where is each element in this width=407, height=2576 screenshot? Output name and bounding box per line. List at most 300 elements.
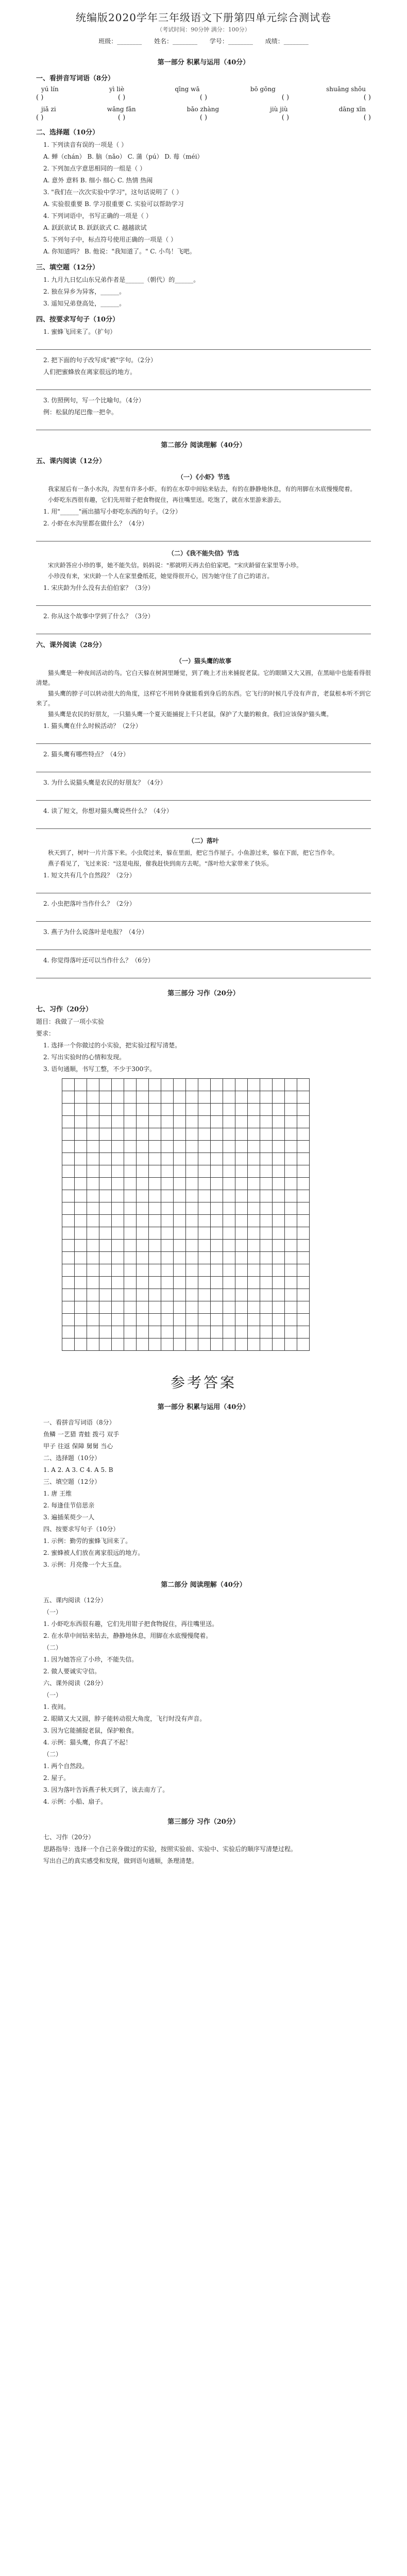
grid-cell[interactable] <box>75 1079 87 1091</box>
grid-cell[interactable] <box>223 1240 235 1252</box>
grid-cell[interactable] <box>198 1277 211 1289</box>
grid-cell[interactable] <box>161 1314 174 1326</box>
grid-cell[interactable] <box>285 1289 297 1301</box>
grid-cell[interactable] <box>99 1202 112 1215</box>
grid-cell[interactable] <box>297 1178 310 1190</box>
grid-cell[interactable] <box>149 1326 161 1338</box>
grid-cell[interactable] <box>124 1190 137 1202</box>
grid-cell[interactable] <box>124 1165 137 1178</box>
name-field[interactable]: 姓名：________ <box>154 38 198 45</box>
grid-cell[interactable] <box>112 1277 124 1289</box>
grid-cell[interactable] <box>137 1301 149 1314</box>
grid-cell[interactable] <box>285 1227 297 1240</box>
grid-cell[interactable] <box>137 1104 149 1116</box>
grid-cell[interactable] <box>62 1252 75 1264</box>
grid-cell[interactable] <box>137 1264 149 1277</box>
grid-cell[interactable] <box>223 1116 235 1128</box>
answer-bracket[interactable]: ( ) <box>363 94 371 101</box>
grid-cell[interactable] <box>223 1153 235 1165</box>
grid-cell[interactable] <box>62 1116 75 1128</box>
grid-cell[interactable] <box>211 1141 223 1153</box>
grid-cell[interactable] <box>248 1252 260 1264</box>
grid-cell[interactable] <box>198 1227 211 1240</box>
grid-cell[interactable] <box>137 1240 149 1252</box>
grid-cell[interactable] <box>137 1314 149 1326</box>
grid-cell[interactable] <box>137 1338 149 1351</box>
grid-cell[interactable] <box>223 1338 235 1351</box>
grid-cell[interactable] <box>62 1301 75 1314</box>
grid-cell[interactable] <box>124 1091 137 1104</box>
grid-cell[interactable] <box>273 1215 285 1227</box>
grid-cell[interactable] <box>87 1091 99 1104</box>
grid-cell[interactable] <box>62 1202 75 1215</box>
grid-cell[interactable] <box>149 1178 161 1190</box>
grid-cell[interactable] <box>62 1128 75 1141</box>
grid-cell[interactable] <box>297 1314 310 1326</box>
grid-cell[interactable] <box>260 1326 273 1338</box>
grid-cell[interactable] <box>248 1116 260 1128</box>
grid-cell[interactable] <box>124 1301 137 1314</box>
answer-line[interactable] <box>36 733 371 744</box>
answer-line[interactable] <box>36 623 371 634</box>
grid-cell[interactable] <box>248 1314 260 1326</box>
grid-cell[interactable] <box>260 1079 273 1091</box>
grid-cell[interactable] <box>285 1141 297 1153</box>
grid-cell[interactable] <box>161 1227 174 1240</box>
grid-cell[interactable] <box>62 1314 75 1326</box>
grid-cell[interactable] <box>149 1301 161 1314</box>
grid-cell[interactable] <box>235 1190 248 1202</box>
grid-cell[interactable] <box>75 1252 87 1264</box>
grid-cell[interactable] <box>174 1227 186 1240</box>
grid-cell[interactable] <box>297 1264 310 1277</box>
grid-cell[interactable] <box>161 1178 174 1190</box>
grid-cell[interactable] <box>174 1326 186 1338</box>
writing-grid[interactable] <box>62 1078 310 1351</box>
grid-cell[interactable] <box>137 1289 149 1301</box>
grid-cell[interactable] <box>248 1227 260 1240</box>
grid-cell[interactable] <box>260 1314 273 1326</box>
grid-cell[interactable] <box>161 1215 174 1227</box>
grid-cell[interactable] <box>285 1314 297 1326</box>
grid-cell[interactable] <box>124 1289 137 1301</box>
grid-cell[interactable] <box>198 1079 211 1091</box>
grid-cell[interactable] <box>149 1104 161 1116</box>
grid-cell[interactable] <box>99 1091 112 1104</box>
grid-cell[interactable] <box>112 1104 124 1116</box>
grid-cell[interactable] <box>87 1128 99 1141</box>
answer-bracket[interactable]: ( ) <box>281 114 290 122</box>
grid-cell[interactable] <box>285 1153 297 1165</box>
grid-cell[interactable] <box>198 1104 211 1116</box>
grid-cell[interactable] <box>211 1289 223 1301</box>
grid-cell[interactable] <box>260 1215 273 1227</box>
essay-grid[interactable] <box>62 1078 371 1351</box>
grid-cell[interactable] <box>75 1326 87 1338</box>
grid-cell[interactable] <box>223 1326 235 1338</box>
grid-cell[interactable] <box>124 1252 137 1264</box>
grid-cell[interactable] <box>248 1190 260 1202</box>
grid-cell[interactable] <box>87 1104 99 1116</box>
grid-cell[interactable] <box>198 1252 211 1264</box>
grid-cell[interactable] <box>273 1141 285 1153</box>
grid-cell[interactable] <box>198 1091 211 1104</box>
grid-cell[interactable] <box>99 1326 112 1338</box>
grid-cell[interactable] <box>297 1165 310 1178</box>
grid-cell[interactable] <box>137 1215 149 1227</box>
grid-cell[interactable] <box>174 1141 186 1153</box>
grid-cell[interactable] <box>248 1153 260 1165</box>
grid-cell[interactable] <box>174 1277 186 1289</box>
grid-cell[interactable] <box>211 1165 223 1178</box>
grid-cell[interactable] <box>75 1104 87 1116</box>
grid-cell[interactable] <box>223 1091 235 1104</box>
grid-cell[interactable] <box>211 1091 223 1104</box>
grid-cell[interactable] <box>223 1079 235 1091</box>
grid-cell[interactable] <box>235 1326 248 1338</box>
grid-cell[interactable] <box>112 1215 124 1227</box>
grid-cell[interactable] <box>149 1165 161 1178</box>
grid-cell[interactable] <box>211 1190 223 1202</box>
grid-cell[interactable] <box>62 1104 75 1116</box>
grid-cell[interactable] <box>137 1079 149 1091</box>
grid-cell[interactable] <box>174 1153 186 1165</box>
score-field[interactable]: 成绩：________ <box>265 38 309 45</box>
grid-cell[interactable] <box>112 1202 124 1215</box>
grid-cell[interactable] <box>285 1215 297 1227</box>
grid-cell[interactable] <box>223 1277 235 1289</box>
grid-cell[interactable] <box>223 1141 235 1153</box>
grid-cell[interactable] <box>75 1240 87 1252</box>
grid-cell[interactable] <box>273 1165 285 1178</box>
grid-cell[interactable] <box>99 1116 112 1128</box>
grid-cell[interactable] <box>149 1289 161 1301</box>
grid-cell[interactable] <box>211 1153 223 1165</box>
grid-cell[interactable] <box>112 1116 124 1128</box>
grid-cell[interactable] <box>260 1190 273 1202</box>
grid-cell[interactable] <box>186 1326 198 1338</box>
grid-cell[interactable] <box>186 1165 198 1178</box>
answer-line[interactable] <box>36 883 371 893</box>
grid-cell[interactable] <box>198 1301 211 1314</box>
grid-cell[interactable] <box>235 1240 248 1252</box>
grid-cell[interactable] <box>198 1116 211 1128</box>
grid-cell[interactable] <box>285 1240 297 1252</box>
grid-cell[interactable] <box>137 1277 149 1289</box>
grid-cell[interactable] <box>149 1314 161 1326</box>
grid-cell[interactable] <box>87 1240 99 1252</box>
grid-cell[interactable] <box>112 1264 124 1277</box>
grid-cell[interactable] <box>235 1277 248 1289</box>
grid-cell[interactable] <box>124 1227 137 1240</box>
grid-cell[interactable] <box>273 1227 285 1240</box>
grid-cell[interactable] <box>198 1128 211 1141</box>
grid-cell[interactable] <box>75 1227 87 1240</box>
grid-cell[interactable] <box>297 1301 310 1314</box>
grid-cell[interactable] <box>186 1289 198 1301</box>
grid-cell[interactable] <box>297 1252 310 1264</box>
grid-cell[interactable] <box>112 1141 124 1153</box>
grid-cell[interactable] <box>137 1165 149 1178</box>
grid-cell[interactable] <box>99 1240 112 1252</box>
grid-cell[interactable] <box>62 1190 75 1202</box>
grid-cell[interactable] <box>297 1240 310 1252</box>
grid-cell[interactable] <box>211 1227 223 1240</box>
grid-cell[interactable] <box>273 1338 285 1351</box>
grid-cell[interactable] <box>149 1141 161 1153</box>
answer-line[interactable] <box>36 911 371 922</box>
grid-cell[interactable] <box>137 1178 149 1190</box>
grid-cell[interactable] <box>99 1289 112 1301</box>
grid-cell[interactable] <box>273 1314 285 1326</box>
answer-line[interactable] <box>36 968 371 978</box>
grid-cell[interactable] <box>87 1227 99 1240</box>
grid-cell[interactable] <box>211 1202 223 1215</box>
answer-bracket[interactable]: ( ) <box>199 94 208 101</box>
grid-cell[interactable] <box>99 1178 112 1190</box>
grid-cell[interactable] <box>149 1116 161 1128</box>
grid-cell[interactable] <box>186 1252 198 1264</box>
grid-cell[interactable] <box>99 1190 112 1202</box>
grid-cell[interactable] <box>248 1091 260 1104</box>
grid-cell[interactable] <box>235 1091 248 1104</box>
grid-cell[interactable] <box>87 1326 99 1338</box>
grid-cell[interactable] <box>285 1264 297 1277</box>
grid-cell[interactable] <box>124 1079 137 1091</box>
grid-cell[interactable] <box>186 1178 198 1190</box>
grid-cell[interactable] <box>297 1104 310 1116</box>
grid-cell[interactable] <box>260 1277 273 1289</box>
answer-line[interactable] <box>36 419 371 430</box>
grid-cell[interactable] <box>198 1178 211 1190</box>
grid-cell[interactable] <box>235 1289 248 1301</box>
grid-cell[interactable] <box>297 1277 310 1289</box>
grid-cell[interactable] <box>198 1141 211 1153</box>
grid-cell[interactable] <box>186 1091 198 1104</box>
grid-cell[interactable] <box>149 1190 161 1202</box>
grid-cell[interactable] <box>273 1264 285 1277</box>
grid-cell[interactable] <box>248 1277 260 1289</box>
grid-cell[interactable] <box>211 1252 223 1264</box>
grid-cell[interactable] <box>273 1277 285 1289</box>
grid-cell[interactable] <box>297 1190 310 1202</box>
grid-cell[interactable] <box>161 1128 174 1141</box>
grid-cell[interactable] <box>285 1190 297 1202</box>
grid-cell[interactable] <box>124 1314 137 1326</box>
grid-cell[interactable] <box>112 1128 124 1141</box>
grid-cell[interactable] <box>62 1240 75 1252</box>
grid-cell[interactable] <box>223 1252 235 1264</box>
grid-cell[interactable] <box>260 1227 273 1240</box>
grid-cell[interactable] <box>223 1289 235 1301</box>
grid-cell[interactable] <box>248 1264 260 1277</box>
grid-cell[interactable] <box>297 1128 310 1141</box>
grid-cell[interactable] <box>174 1301 186 1314</box>
grid-cell[interactable] <box>75 1202 87 1215</box>
answer-bracket[interactable]: ( ) <box>363 114 371 122</box>
grid-cell[interactable] <box>174 1116 186 1128</box>
grid-cell[interactable] <box>248 1104 260 1116</box>
grid-cell[interactable] <box>198 1190 211 1202</box>
grid-cell[interactable] <box>137 1190 149 1202</box>
grid-cell[interactable] <box>186 1301 198 1314</box>
answer-bracket[interactable]: ( ) <box>36 94 44 101</box>
grid-cell[interactable] <box>297 1141 310 1153</box>
grid-cell[interactable] <box>112 1153 124 1165</box>
grid-cell[interactable] <box>260 1104 273 1116</box>
grid-cell[interactable] <box>112 1079 124 1091</box>
grid-cell[interactable] <box>137 1252 149 1264</box>
grid-cell[interactable] <box>161 1153 174 1165</box>
grid-cell[interactable] <box>211 1326 223 1338</box>
grid-cell[interactable] <box>235 1314 248 1326</box>
grid-cell[interactable] <box>137 1153 149 1165</box>
grid-cell[interactable] <box>137 1091 149 1104</box>
grid-cell[interactable] <box>186 1079 198 1091</box>
grid-cell[interactable] <box>248 1338 260 1351</box>
grid-cell[interactable] <box>186 1116 198 1128</box>
grid-cell[interactable] <box>211 1277 223 1289</box>
grid-cell[interactable] <box>260 1116 273 1128</box>
grid-cell[interactable] <box>235 1227 248 1240</box>
grid-cell[interactable] <box>99 1153 112 1165</box>
grid-cell[interactable] <box>149 1091 161 1104</box>
grid-cell[interactable] <box>223 1178 235 1190</box>
grid-cell[interactable] <box>223 1202 235 1215</box>
grid-cell[interactable] <box>161 1277 174 1289</box>
grid-cell[interactable] <box>273 1289 285 1301</box>
grid-cell[interactable] <box>174 1178 186 1190</box>
grid-cell[interactable] <box>198 1165 211 1178</box>
grid-cell[interactable] <box>149 1264 161 1277</box>
grid-cell[interactable] <box>186 1190 198 1202</box>
grid-cell[interactable] <box>112 1314 124 1326</box>
grid-cell[interactable] <box>112 1190 124 1202</box>
grid-cell[interactable] <box>99 1252 112 1264</box>
grid-cell[interactable] <box>75 1314 87 1326</box>
answer-line[interactable] <box>36 379 371 390</box>
grid-cell[interactable] <box>87 1116 99 1128</box>
grid-cell[interactable] <box>297 1091 310 1104</box>
grid-cell[interactable] <box>174 1128 186 1141</box>
grid-cell[interactable] <box>297 1326 310 1338</box>
grid-cell[interactable] <box>87 1277 99 1289</box>
grid-cell[interactable] <box>186 1227 198 1240</box>
grid-cell[interactable] <box>186 1128 198 1141</box>
grid-cell[interactable] <box>99 1277 112 1289</box>
grid-cell[interactable] <box>235 1215 248 1227</box>
grid-cell[interactable] <box>174 1091 186 1104</box>
answer-bracket[interactable]: ( ) <box>117 94 126 101</box>
grid-cell[interactable] <box>248 1079 260 1091</box>
grid-cell[interactable] <box>223 1104 235 1116</box>
grid-cell[interactable] <box>211 1240 223 1252</box>
grid-cell[interactable] <box>137 1141 149 1153</box>
grid-cell[interactable] <box>211 1104 223 1116</box>
grid-cell[interactable] <box>137 1128 149 1141</box>
grid-cell[interactable] <box>297 1116 310 1128</box>
grid-cell[interactable] <box>75 1301 87 1314</box>
grid-cell[interactable] <box>248 1165 260 1178</box>
grid-cell[interactable] <box>62 1165 75 1178</box>
grid-cell[interactable] <box>186 1202 198 1215</box>
grid-cell[interactable] <box>248 1202 260 1215</box>
grid-cell[interactable] <box>124 1264 137 1277</box>
grid-cell[interactable] <box>198 1314 211 1326</box>
grid-cell[interactable] <box>297 1289 310 1301</box>
grid-cell[interactable] <box>112 1240 124 1252</box>
grid-cell[interactable] <box>235 1128 248 1141</box>
grid-cell[interactable] <box>75 1141 87 1153</box>
grid-cell[interactable] <box>297 1215 310 1227</box>
grid-cell[interactable] <box>75 1264 87 1277</box>
grid-cell[interactable] <box>174 1264 186 1277</box>
grid-cell[interactable] <box>99 1141 112 1153</box>
grid-cell[interactable] <box>112 1227 124 1240</box>
grid-cell[interactable] <box>273 1240 285 1252</box>
grid-cell[interactable] <box>211 1301 223 1314</box>
grid-cell[interactable] <box>235 1141 248 1153</box>
grid-cell[interactable] <box>87 1153 99 1165</box>
grid-cell[interactable] <box>223 1165 235 1178</box>
grid-cell[interactable] <box>99 1128 112 1141</box>
grid-cell[interactable] <box>62 1079 75 1091</box>
grid-cell[interactable] <box>99 1215 112 1227</box>
grid-cell[interactable] <box>112 1326 124 1338</box>
grid-cell[interactable] <box>174 1289 186 1301</box>
grid-cell[interactable] <box>161 1202 174 1215</box>
grid-cell[interactable] <box>75 1190 87 1202</box>
grid-cell[interactable] <box>75 1215 87 1227</box>
grid-cell[interactable] <box>75 1178 87 1190</box>
grid-cell[interactable] <box>87 1301 99 1314</box>
grid-cell[interactable] <box>62 1141 75 1153</box>
grid-cell[interactable] <box>99 1165 112 1178</box>
grid-cell[interactable] <box>273 1326 285 1338</box>
answer-bracket[interactable]: ( ) <box>117 114 126 122</box>
grid-cell[interactable] <box>75 1338 87 1351</box>
grid-cell[interactable] <box>62 1178 75 1190</box>
grid-cell[interactable] <box>198 1202 211 1215</box>
grid-cell[interactable] <box>235 1165 248 1178</box>
grid-cell[interactable] <box>186 1277 198 1289</box>
answer-line[interactable] <box>36 939 371 950</box>
grid-cell[interactable] <box>248 1240 260 1252</box>
grid-cell[interactable] <box>273 1190 285 1202</box>
id-field[interactable]: 学号：________ <box>209 38 253 45</box>
grid-cell[interactable] <box>248 1215 260 1227</box>
grid-cell[interactable] <box>87 1190 99 1202</box>
grid-cell[interactable] <box>124 1128 137 1141</box>
grid-cell[interactable] <box>273 1079 285 1091</box>
grid-cell[interactable] <box>124 1141 137 1153</box>
grid-cell[interactable] <box>211 1079 223 1091</box>
grid-cell[interactable] <box>149 1240 161 1252</box>
grid-cell[interactable] <box>87 1338 99 1351</box>
grid-cell[interactable] <box>62 1264 75 1277</box>
grid-cell[interactable] <box>211 1178 223 1190</box>
grid-cell[interactable] <box>186 1314 198 1326</box>
grid-cell[interactable] <box>297 1153 310 1165</box>
grid-cell[interactable] <box>273 1252 285 1264</box>
grid-cell[interactable] <box>260 1091 273 1104</box>
grid-cell[interactable] <box>248 1128 260 1141</box>
grid-cell[interactable] <box>260 1178 273 1190</box>
grid-cell[interactable] <box>260 1141 273 1153</box>
grid-cell[interactable] <box>124 1338 137 1351</box>
grid-cell[interactable] <box>260 1153 273 1165</box>
grid-cell[interactable] <box>161 1104 174 1116</box>
